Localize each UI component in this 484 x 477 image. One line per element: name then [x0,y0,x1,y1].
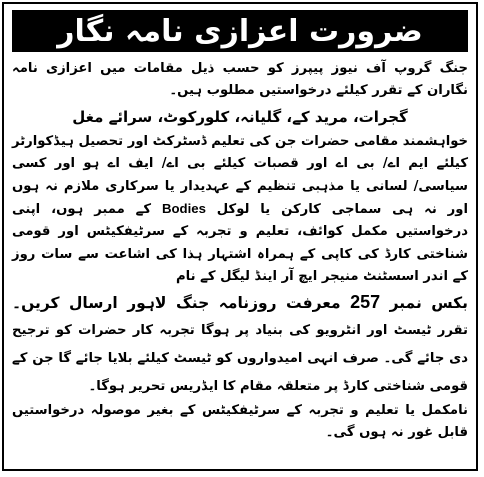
box-number: 257 [350,291,381,312]
ad-title: ضرورت اعزازی نامہ نگار [57,13,423,49]
requirements-paragraph [12,131,468,289]
box-via: معرفت روزنامہ جنگ [175,293,341,312]
requirements-part-2: کے ممبر ہوں، اپنی درخواستیں مکمل کوائف، تعلیم و تجربہ کے سرٹیفکیٹس اور قومی شناختی کارڈ کی کاپی کے ہمراہ اشتہار ہذا کی اشاعت سے سات روز کے اندر اسسٹنٹ منیجر ایچ آر اینڈ لیگل کے نام [12,202,468,285]
selection-text: تقرر ٹیسٹ اور انٹرویو کی بنیاد پر ہوگا تجربہ کار حضرات کو ترجیح دی جائے گی۔ صرف انہی امیدواروں کو ٹیسٹ کیلئے بلایا جائے گا جن کے قومی شناختی کارڈ پر متعلقہ مقام کا ایڈریس تحریر ہوگا۔ [12,322,468,394]
address-line [12,289,468,400]
job-advertisement [2,2,478,471]
cities-list: گجرات، مرید کے، گلیانہ، کلورکوٹ، سرائے مغل [72,107,408,126]
box-label: بکس نمبر [389,293,468,312]
intro-paragraph: جنگ گروپ آف نیوز پیپرز کو حسب ذیل مقامات میں اعزازی نامہ نگاران کے تقرر کیلئے درخواستیں مطلوب ہیں۔ [12,61,468,99]
warning-paragraph: نامکمل یا تعلیم و تجربہ کے سرٹیفکیٹس کے بغیر موصولہ درخواستیں قابل غور نہ ہوں گی۔ [12,402,468,441]
ad-header-banner [12,10,468,52]
bodies-word: Bodies [161,201,206,217]
requirements-part-1: خواہشمند مقامی حضرات جن کی تعلیم ڈسٹرکٹ اور تحصیل ہیڈکوارٹر کیلئے ایم اے/ بی اے اور قصبات کیلئے بی اے/ ایف اے ہو اور کسی سیاسی/ لسانی یا مذہبی تنظیم کے عہدیدار یا سرکاری ملازم نہ ہوں اور نہ ہی سماجی کارکن یا لوکل [12,133,468,218]
ad-body [12,58,468,444]
box-city-tail: لاہور ارسال کریں۔ [12,293,167,312]
